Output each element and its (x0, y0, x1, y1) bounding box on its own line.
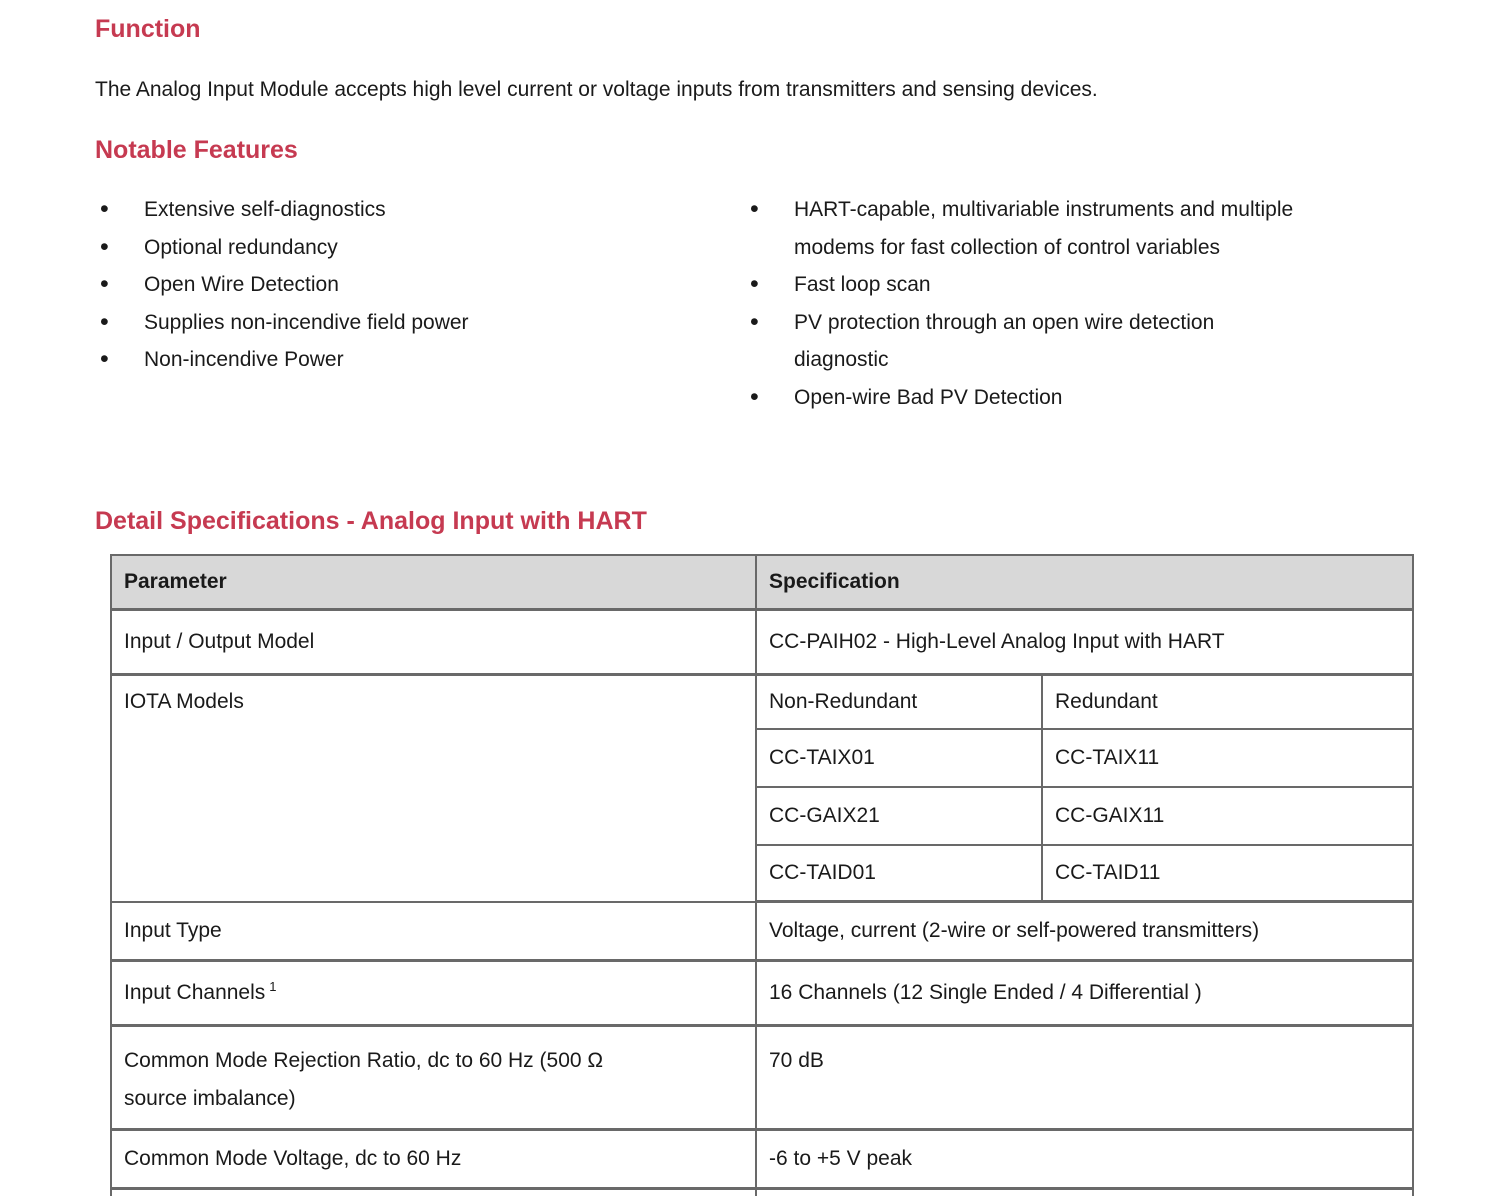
feature-line: diagnostic (794, 348, 889, 371)
feature-line: • Open Wire Detection (144, 273, 339, 296)
cell-input-channels-param (111, 961, 756, 1026)
col-header-parameter: Parameter (111, 555, 756, 610)
col-header-specification: Specification (756, 555, 1413, 610)
feature-item (745, 191, 1405, 266)
cell-partial-param (111, 1189, 756, 1196)
feature-item (745, 266, 1405, 304)
cell-input-type-param: Input Type (111, 902, 756, 961)
table-row-io-model (111, 610, 1413, 675)
section-heading-function: Function (95, 15, 201, 43)
features-list-left (95, 191, 745, 416)
table-row-cmrr (111, 1026, 1413, 1130)
cell-iota-param: IOTA Models (111, 675, 756, 902)
features-list-right (745, 191, 1405, 416)
cell-iota-gaix11: CC-GAIX11 (1042, 787, 1413, 845)
feature-line: • HART-capable, multivariable instruments and multiple (794, 198, 1294, 221)
cell-iota-taid01: CC-TAID01 (756, 845, 1042, 902)
feature-line: • Supplies non-incendive field power (144, 310, 469, 334)
table-row-input-type (111, 902, 1413, 961)
feature-line: • Extensive self-diagnostics (144, 198, 386, 221)
cell-cmrr-param (111, 1026, 756, 1130)
cmrr-param-line: source imbalance) (124, 1087, 296, 1110)
table-row-input-channels (111, 961, 1413, 1026)
feature-line: modems for fast collection of control variables (794, 235, 1221, 259)
cell-input-type-spec: Voltage, current (2-wire or self-powered transmitters) (756, 902, 1413, 961)
cell-cmrr-spec: 70 dB (756, 1026, 1413, 1130)
table-row-cm-voltage (111, 1130, 1413, 1189)
cell-iota-taix01: CC-TAIX01 (756, 729, 1042, 787)
cell-iota-gaix21: CC-GAIX21 (756, 787, 1042, 845)
feature-item (95, 229, 745, 267)
cell-cm-voltage-spec: -6 to +5 V peak (756, 1130, 1413, 1189)
feature-item (745, 304, 1405, 379)
feature-item (95, 341, 745, 379)
cell-io-model-spec: CC-PAIH02 - High-Level Analog Input with HART (756, 610, 1413, 675)
cell-input-channels-spec: 16 Channels (12 Single Ended / 4 Differential ) (756, 961, 1413, 1026)
section-heading-notable-features: Notable Features (95, 136, 298, 164)
table-header-row (111, 555, 1413, 610)
table-row-partial (111, 1189, 1413, 1196)
cell-cm-voltage-param: Common Mode Voltage, dc to 60 Hz (111, 1130, 756, 1189)
feature-line: • Optional redundancy (144, 235, 338, 259)
cell-partial-spec (756, 1189, 1413, 1196)
feature-line: • PV protection through an open wire detection (794, 310, 1215, 334)
footnote-marker: 1 (269, 979, 277, 994)
cell-iota-redundant: Redundant (1042, 675, 1413, 730)
cmrr-param-line: Common Mode Rejection Ratio, dc to 60 Hz (500 Ω (124, 1049, 604, 1072)
feature-line: • Non-incendive Power (144, 348, 344, 371)
section-heading-detail-specifications: Detail Specifications - Analog Input with HART (95, 507, 647, 535)
intro-paragraph: The Analog Input Module accepts high level current or voltage inputs from transmitters and sensing devices. (95, 78, 1098, 101)
cell-iota-taid11: CC-TAID11 (1042, 845, 1413, 902)
spec-table (110, 554, 1414, 1196)
feature-line: • Fast loop scan (794, 273, 931, 296)
feature-item (95, 266, 745, 304)
feature-item (95, 304, 745, 342)
features-columns (95, 191, 1434, 416)
cell-iota-taix11: CC-TAIX11 (1042, 729, 1413, 787)
feature-item (95, 191, 745, 229)
input-channels-label: Input Channels (124, 981, 266, 1004)
feature-item (745, 379, 1405, 417)
table-row-iota-header (111, 675, 1413, 730)
cell-io-model-param: Input / Output Model (111, 610, 756, 675)
cell-iota-nonredundant: Non-Redundant (756, 675, 1042, 730)
feature-line: • Open-wire Bad PV Detection (794, 385, 1063, 409)
